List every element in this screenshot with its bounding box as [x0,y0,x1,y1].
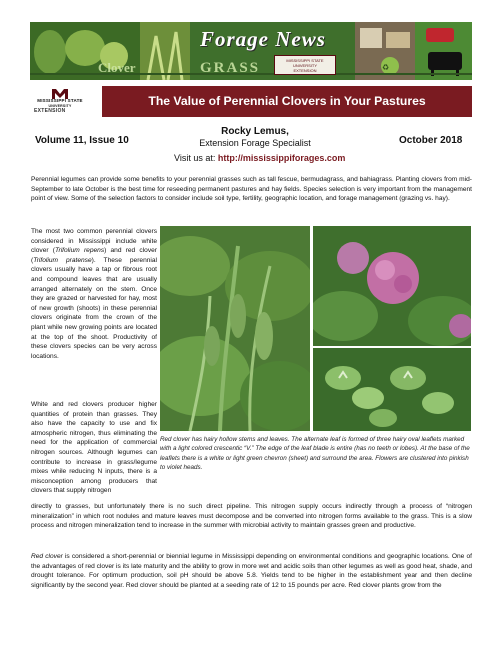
scientific-name: Trifolium repens [54,247,105,255]
svg-text:♻: ♻ [382,63,390,72]
author-name: Rocky Lemus, [221,126,289,137]
visit-line [174,153,345,163]
banner-msu-line: EXTENSION [293,68,317,73]
clover-flower-illustration [313,226,471,346]
text-run: ). These perennial clovers usually have a tap or fibrous root and compound leaves that are usually arranged alternately on the stem. Once they are grazed or harvested for hay, most of new growth (shoots) in these perennial clovers originate from the crown of the plant while new growing points are located at the top of the shoot. Productivity of these clovers species can be very across locations. [31,256,158,360]
red-clover-lead: Red clover [31,553,63,560]
article-title: The Value of Perennial Clovers in Your Pastures [148,94,426,108]
banner-title: Forage News [200,27,326,51]
title-bar [102,86,472,117]
issue-date: October 2018 [399,135,463,146]
visit-label: Visit us at: [174,153,218,163]
text-run: ) and red clover ( [31,247,158,264]
author-role: Extension Forage Specialist [199,138,311,148]
msu-extension-logo [30,88,90,116]
banner-msu-line: UNIVERSITY [292,63,317,68]
red-clover-paragraph [31,552,472,590]
banner-msu-line: MISSISSIPPI STATE [286,58,324,63]
stems-illustration [160,226,310,431]
logo-sub-line: UNIVERSITY [48,104,72,108]
photo-caption: Red clover has hairy hollow stems and leaves. The alternate leaf is formed of three hairy oval leaflets marked with a light colored crescentic “V.” The edge of the leaf blade is entire (has no teeth or lobes). At the base of the leaflets there is a white or light green chevron (sheet) and surround the area. Flowers are clustered into pinkish to violet heads. [160,436,470,472]
red-clover-stems-photo [160,226,310,431]
newsletter-banner [30,22,472,80]
banner-msu-badge [274,55,336,75]
logo-name-line: MISSISSIPPI STATE [37,98,83,103]
website-link[interactable]: http://mississippiforages.com [217,153,346,163]
nitrogen-mineralization-paragraph: directly to grasses, but unfortunately there is no such direct pipeline. This nitrogen supply occurs indirectly through a process of “nitrogen mineralization” in which root nodules and mature leaves must decompose and be converted into nitrogen forms available to the grass. This is a slow process and nitrogen mineralization tend to increase in the summer with microbial activity to maintain grasses green and productive. [31,503,472,530]
scientific-name: Trifolium pratense [33,256,92,264]
clover-leaves-photo [313,348,471,431]
text-run: The most two common perennial clovers considered in Mississippi include white clover ( [31,228,157,255]
volume-issue: Volume 11, Issue 10 [35,135,129,146]
text-run: is considered a short-perennial or biennial legume in Mississippi depending on environmental conditions and geographic locations. One of the advantages of red clover is its late maturity and the ability to grow in more wet and acidic soils than other legumes as well as good heat, shade, and drought tolerance. For optimum production, soil pH should be above 5.8. Yields tend to be higher in the establishment year and then decline significantly by the second year. Red clover should be planted at a seeding rate of 12 to 15 pounds per acre. Red clover plants grow from the [31,553,472,589]
logo-extension: EXTENSION [34,108,66,114]
protein-nitrogen-paragraph: White and red clovers producer higher quantities of protein than grasses. They also have the capacity to use and fix atmospheric nitrogen, thus eliminating the need for the application of commercial nitrogen sources. Although legumes can contribute to increase in grass/legume mixes while reducing N inputs, there is a misconception among producers that clovers that supply nitrogen [31,401,157,495]
banner-word-clover: Clover [98,60,136,75]
red-clover-flower-photo [313,226,471,346]
banner-word-grass: GRASS [200,60,261,76]
intro-paragraph: Perennial legumes can provide some benefits to your perennial grasses such as tall fescue, bermudagrass, and bahiagrass. Planting clovers from mid-September to late October is the best time for reseeding permanent pastures and hay fields. Species selection is very important from the management point of view. Some of the selection factors to consider include soil type, fertility, geographic location, and forage management (grazing vs. hay). [31,176,472,203]
clover-types-paragraph [31,227,157,361]
clover-leaves-illustration [313,348,471,431]
